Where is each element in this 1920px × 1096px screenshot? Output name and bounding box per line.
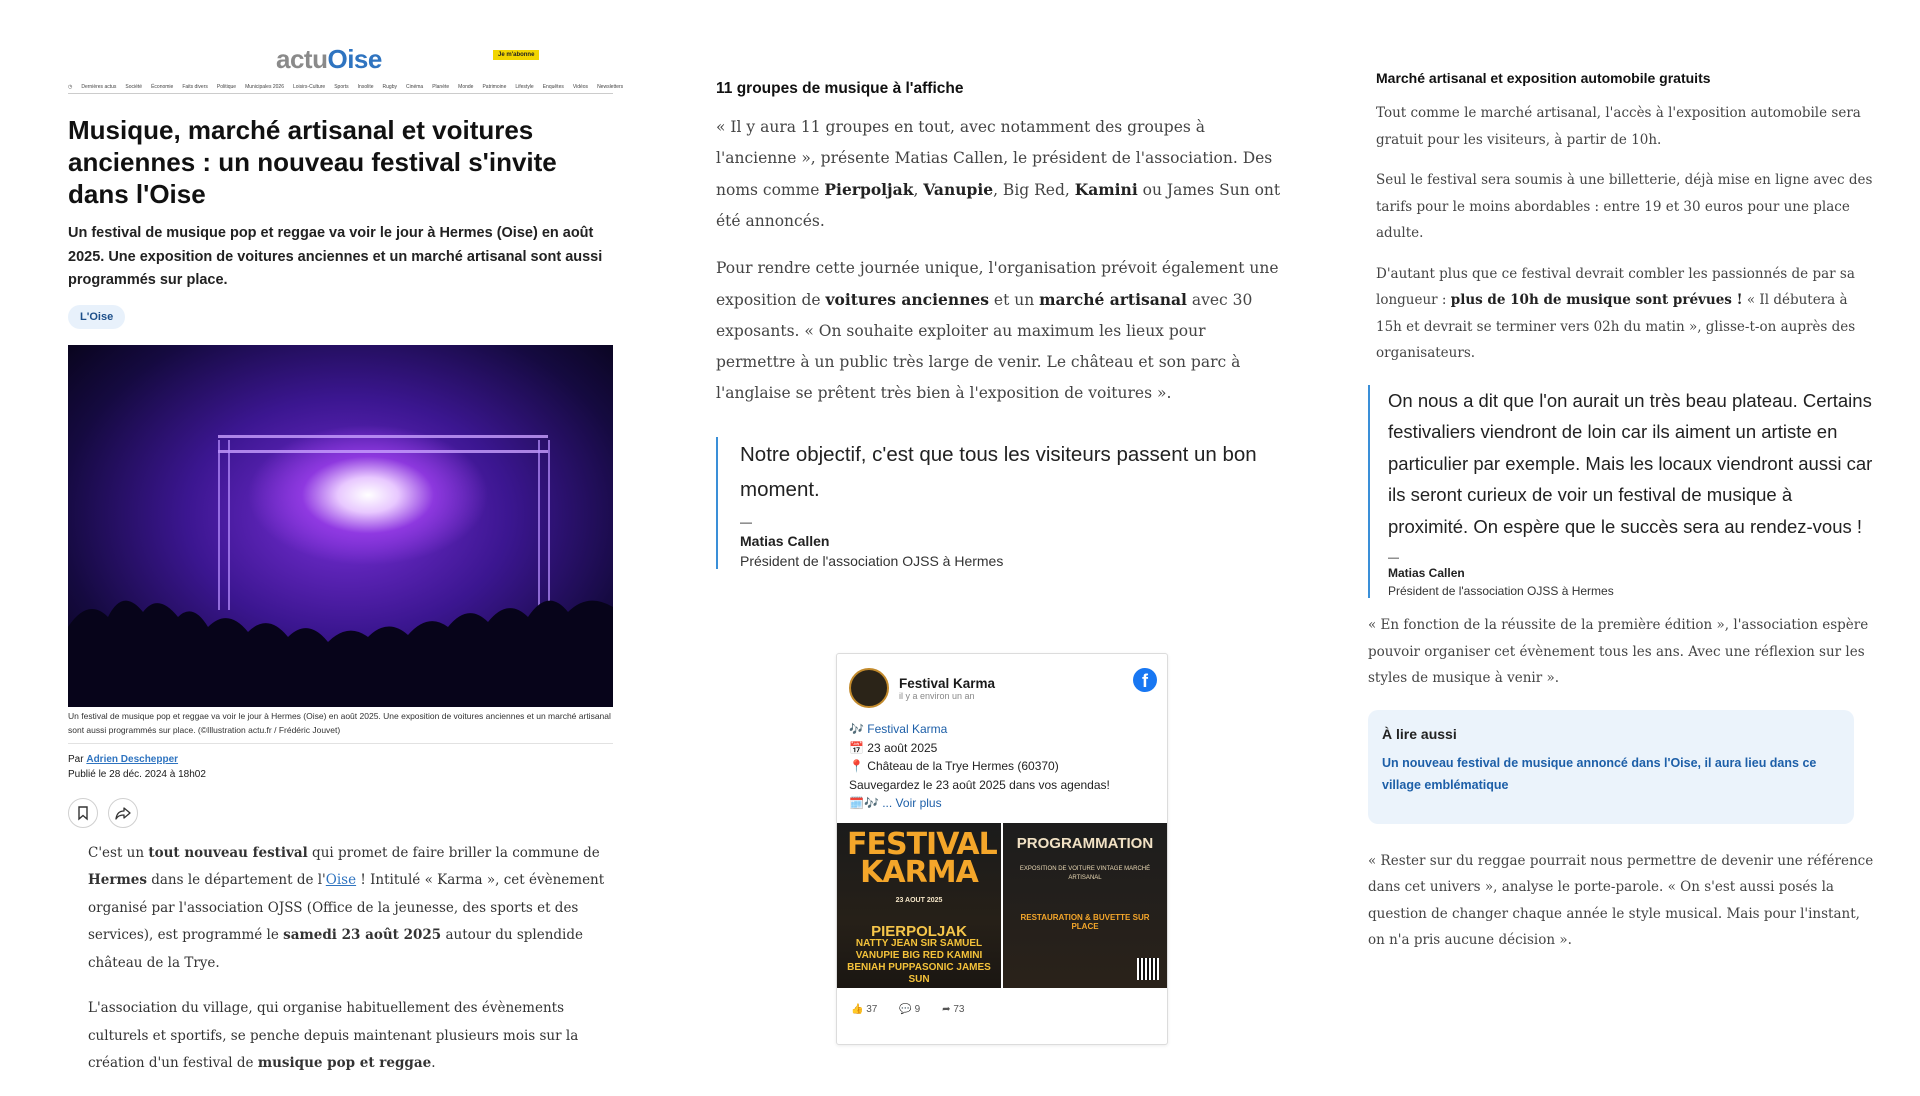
quote-role: Président de l'association OJSS à Hermes bbox=[1388, 584, 1614, 598]
poster-title: FESTIVAL KARMA bbox=[847, 826, 997, 890]
nav-item[interactable]: Monde bbox=[458, 84, 474, 90]
quote-author: Matias Callen bbox=[1388, 566, 1465, 580]
quote-text: Notre objectif, c'est que tous les visiteurs passent un bon moment. bbox=[740, 443, 1257, 501]
quote-text: On nous a dit que l'on aurait un très beau plateau. Certains festivaliers viendront de loin car ils aiment un artiste en particulier par exemple. Mais les locaux viendront aussi car ils seront curieux de voir un festival de musique à proximité. On espère que le succès sera au rendez-vous ! bbox=[1388, 389, 1873, 537]
author-link[interactable]: Adrien Deschepper bbox=[86, 753, 179, 765]
article-column-2 bbox=[716, 0, 1286, 1015]
programme-lines: EXPOSITION DE VOITURE VINTAGE MARCHÉ ARTISANAL RESTAURATION & BUVETTE SUR PLACE bbox=[1017, 865, 1153, 931]
clock-icon: ◷ bbox=[68, 84, 73, 90]
fb-shares[interactable]: ➦ 73 bbox=[942, 1003, 965, 1015]
article-lede: Un festival de musique pop et reggae va voir le jour à Hermes (Oise) en août 2025. Une exposition de voitures anciennes et un marché artisanal sont aussi programmés sur place. bbox=[68, 225, 603, 288]
nav-item[interactable]: Dernières actus bbox=[81, 84, 117, 90]
nav-item[interactable]: Patrimoine bbox=[482, 84, 507, 90]
section-title-market: Marché artisanal et exposition automobile gratuits bbox=[1376, 70, 1711, 86]
paragraph-1: C'est un tout nouveau festival qui promet de faire briller la commune de Hermes dans le département de l'Oise ! Intitulé « Karma », cet évènement organisé par l'association OJSS (Office de la jeunesse, des sports et des services), est programmé le samedi 23 août 2025 autour du splendide château de la Trye. bbox=[88, 844, 605, 971]
programme-title: PROGRAMMATION bbox=[1016, 834, 1154, 852]
nav-item[interactable]: Société bbox=[125, 84, 143, 90]
fb-line-3: 📍 Château de la Trye Hermes (60370) bbox=[849, 759, 1059, 773]
read-also-title: À lire aussi bbox=[1382, 725, 1457, 742]
article-body-start bbox=[68, 840, 613, 1078]
quote-author: Matias Callen bbox=[740, 533, 830, 549]
nav-item[interactable]: Planète bbox=[432, 84, 450, 90]
fb-reactions bbox=[837, 988, 1167, 1031]
concert-photo bbox=[68, 345, 613, 707]
nav-item[interactable]: Faits divers bbox=[182, 84, 208, 90]
paragraph-9: « Rester sur du reggae pourrait nous permettre de devenir une référence dans cet univers », analyse le porte-parole. « On s'est aussi posés la question de changer chaque année le style musical. Mais pour l'instant, on n'a pris aucune décision ». bbox=[1368, 852, 1874, 948]
nav-item[interactable]: Lifestyle bbox=[515, 84, 534, 90]
nav-item[interactable]: Enquêtes bbox=[542, 84, 564, 90]
festival-poster[interactable] bbox=[837, 823, 1001, 988]
fb-see-more-link[interactable]: 🗓️🎶 ... Voir plus bbox=[849, 796, 942, 810]
article-body-end-3 bbox=[1368, 848, 1876, 954]
nav-item[interactable]: Sports bbox=[334, 84, 349, 90]
nav-item[interactable]: Politique bbox=[216, 84, 237, 90]
subscribe-button[interactable]: Je m'abonne bbox=[493, 50, 539, 60]
facebook-embed[interactable] bbox=[836, 653, 1168, 1045]
quote-dash: — bbox=[1388, 552, 1399, 564]
article-body-end bbox=[1376, 100, 1876, 367]
bookmark-button[interactable] bbox=[68, 798, 98, 828]
bookmark-icon bbox=[77, 806, 89, 820]
comment-icon: 💬 bbox=[899, 1003, 912, 1015]
nav-item[interactable]: Newsletters bbox=[597, 84, 624, 90]
share-arrow-icon: ➦ bbox=[942, 1003, 951, 1015]
crowd-silhouette bbox=[68, 557, 613, 707]
programme-poster[interactable] bbox=[1003, 823, 1167, 988]
logo-part1: actu bbox=[276, 44, 328, 74]
location-tag[interactable]: L'Oise bbox=[68, 305, 125, 329]
share-icon bbox=[115, 806, 131, 820]
article-body-middle bbox=[716, 112, 1286, 409]
poster-headliner: PIERPOLJAK bbox=[871, 922, 967, 940]
fb-likes[interactable]: 👍 37 bbox=[851, 1003, 878, 1015]
paragraph-7: D'autant plus que ce festival devrait combler les passionnés de par sa longueur : plus de 10h de musique sont prévues ! « Il débutera à 15h et devrait se terminer vers 02h du matin », glisse-t-on auprès des organisateurs. bbox=[1376, 265, 1856, 361]
read-also-link[interactable]: Un nouveau festival de musique annoncé dans l'Oise, il aura lieu dans ce village emblématique bbox=[1382, 755, 1817, 792]
nav-item[interactable]: Rugby bbox=[382, 84, 397, 90]
quote-dash: — bbox=[740, 515, 752, 529]
fb-comments[interactable]: 💬 9 bbox=[899, 1003, 921, 1015]
qr-code-icon bbox=[1137, 958, 1159, 980]
nav-item[interactable]: Économie bbox=[151, 84, 174, 90]
paragraph-8: « En fonction de la réussite de la première édition », l'association espère pouvoir organiser cet évènement tous les ans. Avec une réflexion sur les styles de musique à venir ». bbox=[1368, 617, 1869, 686]
quote-role: Président de l'association OJSS à Hermes bbox=[740, 553, 1004, 569]
programme-highlight: RESTAURATION & BUVETTE SUR PLACE bbox=[1020, 912, 1150, 931]
publish-date: Publié le 28 déc. 2024 à 18h02 bbox=[68, 768, 206, 780]
nav-item[interactable]: Municipales 2026 bbox=[245, 84, 284, 90]
share-button[interactable] bbox=[108, 798, 138, 828]
photo-caption: Un festival de musique pop et reggae va voir le jour à Hermes (Oise) en août 2025. Une exposition de voitures anciennes et un marché artisanal sont aussi programmés sur place. (©Illustration actu.fr / Frédéric Jouvet) bbox=[68, 709, 613, 744]
poster-date: 23 AOUT 2025 bbox=[895, 896, 943, 904]
fb-images[interactable] bbox=[837, 823, 1167, 988]
fb-page-name[interactable]: Festival Karma bbox=[899, 675, 996, 691]
fb-line-2: 📅 23 août 2025 bbox=[849, 740, 938, 755]
fb-post-time[interactable]: il y a environ un an bbox=[899, 690, 975, 701]
nav-item[interactable]: Insolite bbox=[357, 84, 374, 90]
paragraph-3: « Il y aura 11 groupes en tout, avec notamment des groupes à l'ancienne », présente Matias Callen, le président de l'association. Des noms comme Pierpoljak, Vanupie, Big Red, Kamini ou James Sun ont été annoncés. bbox=[716, 118, 1281, 230]
main-nav bbox=[68, 84, 624, 94]
site-header bbox=[68, 42, 613, 84]
paragraph-6: Seul le festival sera soumis à une billetterie, déjà mise en ligne avec des tarifs pour le moins abordables : entre 19 et 30 euros pour une place adulte. bbox=[1376, 172, 1873, 241]
paragraph-5: Tout comme le marché artisanal, l'accès à l'exposition automobile sera gratuit pour les visiteurs, à partir de 10h. bbox=[1376, 105, 1861, 148]
byline bbox=[68, 752, 613, 782]
article-title: Musique, marché artisanal et voitures anciennes : un nouveau festival s'invite dans l'Oise bbox=[68, 115, 557, 209]
section-title-groups: 11 groupes de musique à l'affiche bbox=[716, 80, 964, 97]
paragraph-4: Pour rendre cette journée unique, l'organisation prévoit également une exposition de voitures anciennes et un marché artisanal avec 30 exposants. « On souhaite exploiter au maximum les lieux pour permettre à un public très large de venir. Le château et son parc à l'anglaise se prêtent très bien à l'exposition de voitures ». bbox=[716, 259, 1279, 402]
like-icon: 👍 bbox=[851, 1003, 864, 1015]
paragraph-2: L'association du village, qui organise habituellement des évènements culturels et sportifs, se penche depuis maintenant plusieurs mois sur la création d'un festival de musique pop et reggae. bbox=[88, 1000, 579, 1071]
nav-item[interactable]: Loisirs-Culture bbox=[292, 84, 326, 90]
byline-prefix: Par bbox=[68, 753, 84, 765]
pull-quote-2 bbox=[1368, 385, 1876, 599]
fb-post-header bbox=[837, 654, 1167, 714]
facebook-icon[interactable]: f bbox=[1133, 668, 1157, 692]
fb-line-4: Sauvegardez le 23 août 2025 dans vos agendas! bbox=[849, 777, 1110, 792]
oise-link[interactable]: Oise bbox=[325, 872, 357, 888]
article-column-3 bbox=[1368, 0, 1876, 968]
fb-line-1[interactable]: 🎶 Festival Karma bbox=[849, 722, 948, 736]
article-actions bbox=[68, 798, 613, 828]
poster-artists: NATTY JEAN SIR SAMUEL VANUPIE BIG RED KAMINI BENIAH PUPPASONIC JAMES SUN bbox=[847, 937, 991, 985]
article-column-1 bbox=[68, 0, 624, 1096]
nav-item[interactable]: Cinéma bbox=[405, 84, 424, 90]
stage-truss bbox=[218, 435, 548, 453]
fb-page-avatar[interactable] bbox=[849, 668, 889, 708]
fb-post-text bbox=[837, 714, 1167, 819]
logo-part2: Oise bbox=[327, 44, 382, 74]
nav-item[interactable]: Vidéos bbox=[572, 84, 589, 90]
poster-lineup bbox=[839, 922, 999, 986]
pull-quote-1 bbox=[716, 437, 1286, 569]
site-logo[interactable] bbox=[276, 44, 382, 75]
read-also-box bbox=[1368, 710, 1854, 824]
article-body-end-2 bbox=[1368, 612, 1876, 692]
